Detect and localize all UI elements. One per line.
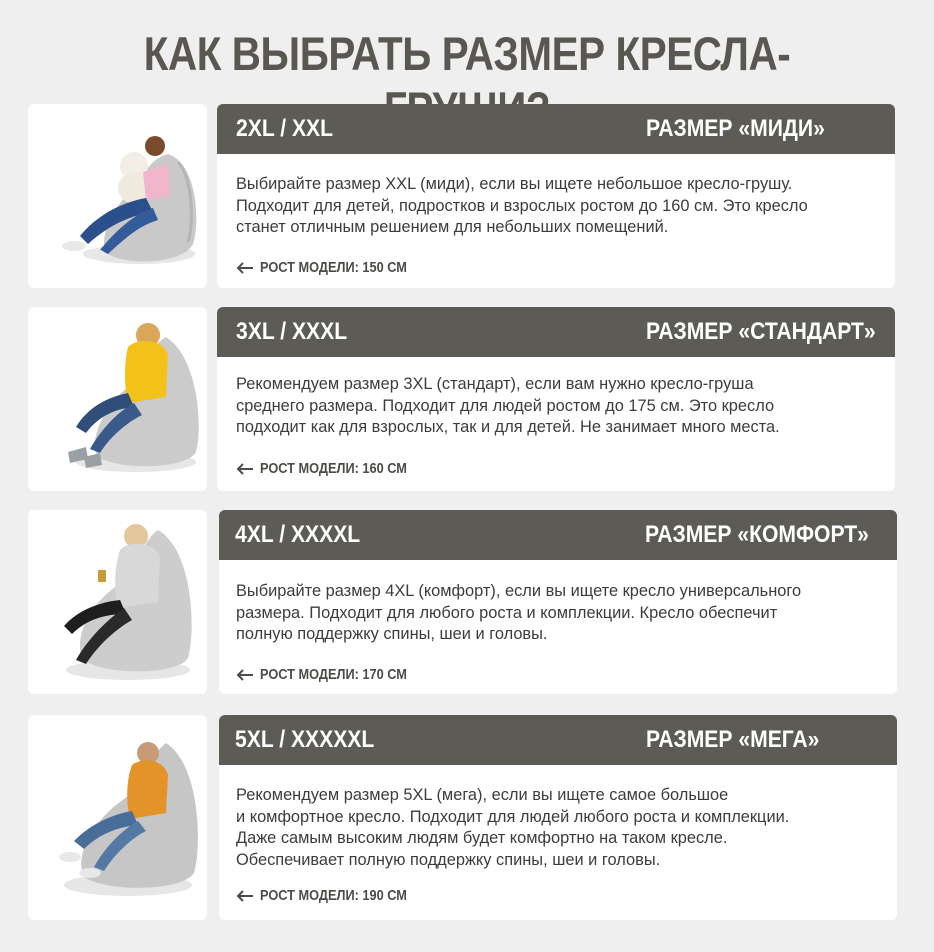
- size-code: 4XL / XXXXL: [235, 521, 361, 548]
- model-height: [235, 667, 427, 683]
- size-name: РАЗМЕР «МЕГА»: [646, 726, 820, 753]
- size-card-midi: [217, 104, 895, 288]
- arrow-left-icon: [235, 261, 255, 275]
- size-code: 5XL / XXXXXL: [235, 726, 375, 753]
- size-card-standard: [217, 307, 895, 491]
- page-title: КАК ВЫБРАТЬ РАЗМЕР КРЕСЛА-: [143, 27, 791, 80]
- model-height: [235, 260, 427, 276]
- beanbag-woman-grey-hoodie-image: [28, 510, 207, 694]
- model-height-text: РОСТ МОДЕЛИ: 160 СМ: [260, 461, 407, 477]
- size-name: РАЗМЕР «МИДИ»: [646, 115, 825, 142]
- size-card-header: [217, 307, 895, 357]
- size-card-mega: [219, 715, 897, 920]
- size-card-header: [219, 715, 897, 765]
- size-description: Выбирайте размер XXL (миди), если вы ищете небольшое кресло-грушу. Подходит для детей, подростков и взрослых ростом до 160 см. Это кресло станет отличным решением для небольших помещений.: [236, 175, 808, 236]
- size-description: Рекомендуем размер 5XL (мега), если вы ищете самое большое и комфортное кресло. Подходит для людей любого роста и комплекции. Даже самым высоким людям будет комфортно на таком кресле. Обеспечивает полную поддержку спины, шеи и головы.: [236, 786, 790, 869]
- size-description: Рекомендуем размер 3XL (стандарт), если вам нужно кресло-груша среднего размера. Подходит для людей ростом до 175 см. Это кресло подходит как для взрослых, так и для детей. Не занимает много места.: [236, 375, 780, 436]
- size-name: РАЗМЕР «КОМФОРТ»: [645, 521, 869, 548]
- model-photo-midi: [28, 104, 207, 288]
- arrow-left-icon: [235, 668, 255, 682]
- arrow-left-icon: [235, 462, 255, 476]
- model-photo-standard: [28, 307, 207, 491]
- size-card-header: [217, 104, 895, 154]
- beanbag-man-orange-sweater-image: [28, 715, 207, 920]
- size-card-comfort: [219, 510, 897, 694]
- size-name: РАЗМЕР «СТАНДАРТ»: [646, 318, 876, 345]
- model-height-text: РОСТ МОДЕЛИ: 150 СМ: [260, 260, 407, 276]
- model-height-text: РОСТ МОДЕЛИ: 170 СМ: [260, 667, 407, 683]
- model-height-text: РОСТ МОДЕЛИ: 190 СМ: [260, 888, 407, 904]
- model-photo-comfort: [28, 510, 207, 694]
- size-card-header: [219, 510, 897, 560]
- size-description: Выбирайте размер 4XL (комфорт), если вы ищете кресло универсального размера. Подходит для любого роста и комплекции. Кресло обеспечит полную поддержку спины, шеи и головы.: [236, 582, 802, 643]
- arrow-left-icon: [235, 889, 255, 903]
- beanbag-child-with-teddy-image: [28, 104, 207, 288]
- size-code: 2XL / XXL: [236, 115, 334, 142]
- size-code: 3XL / XXXL: [236, 318, 348, 345]
- model-height: [235, 888, 427, 904]
- model-photo-mega: [28, 715, 207, 920]
- beanbag-woman-yellow-hoodie-image: [28, 307, 207, 491]
- model-height: [235, 461, 427, 477]
